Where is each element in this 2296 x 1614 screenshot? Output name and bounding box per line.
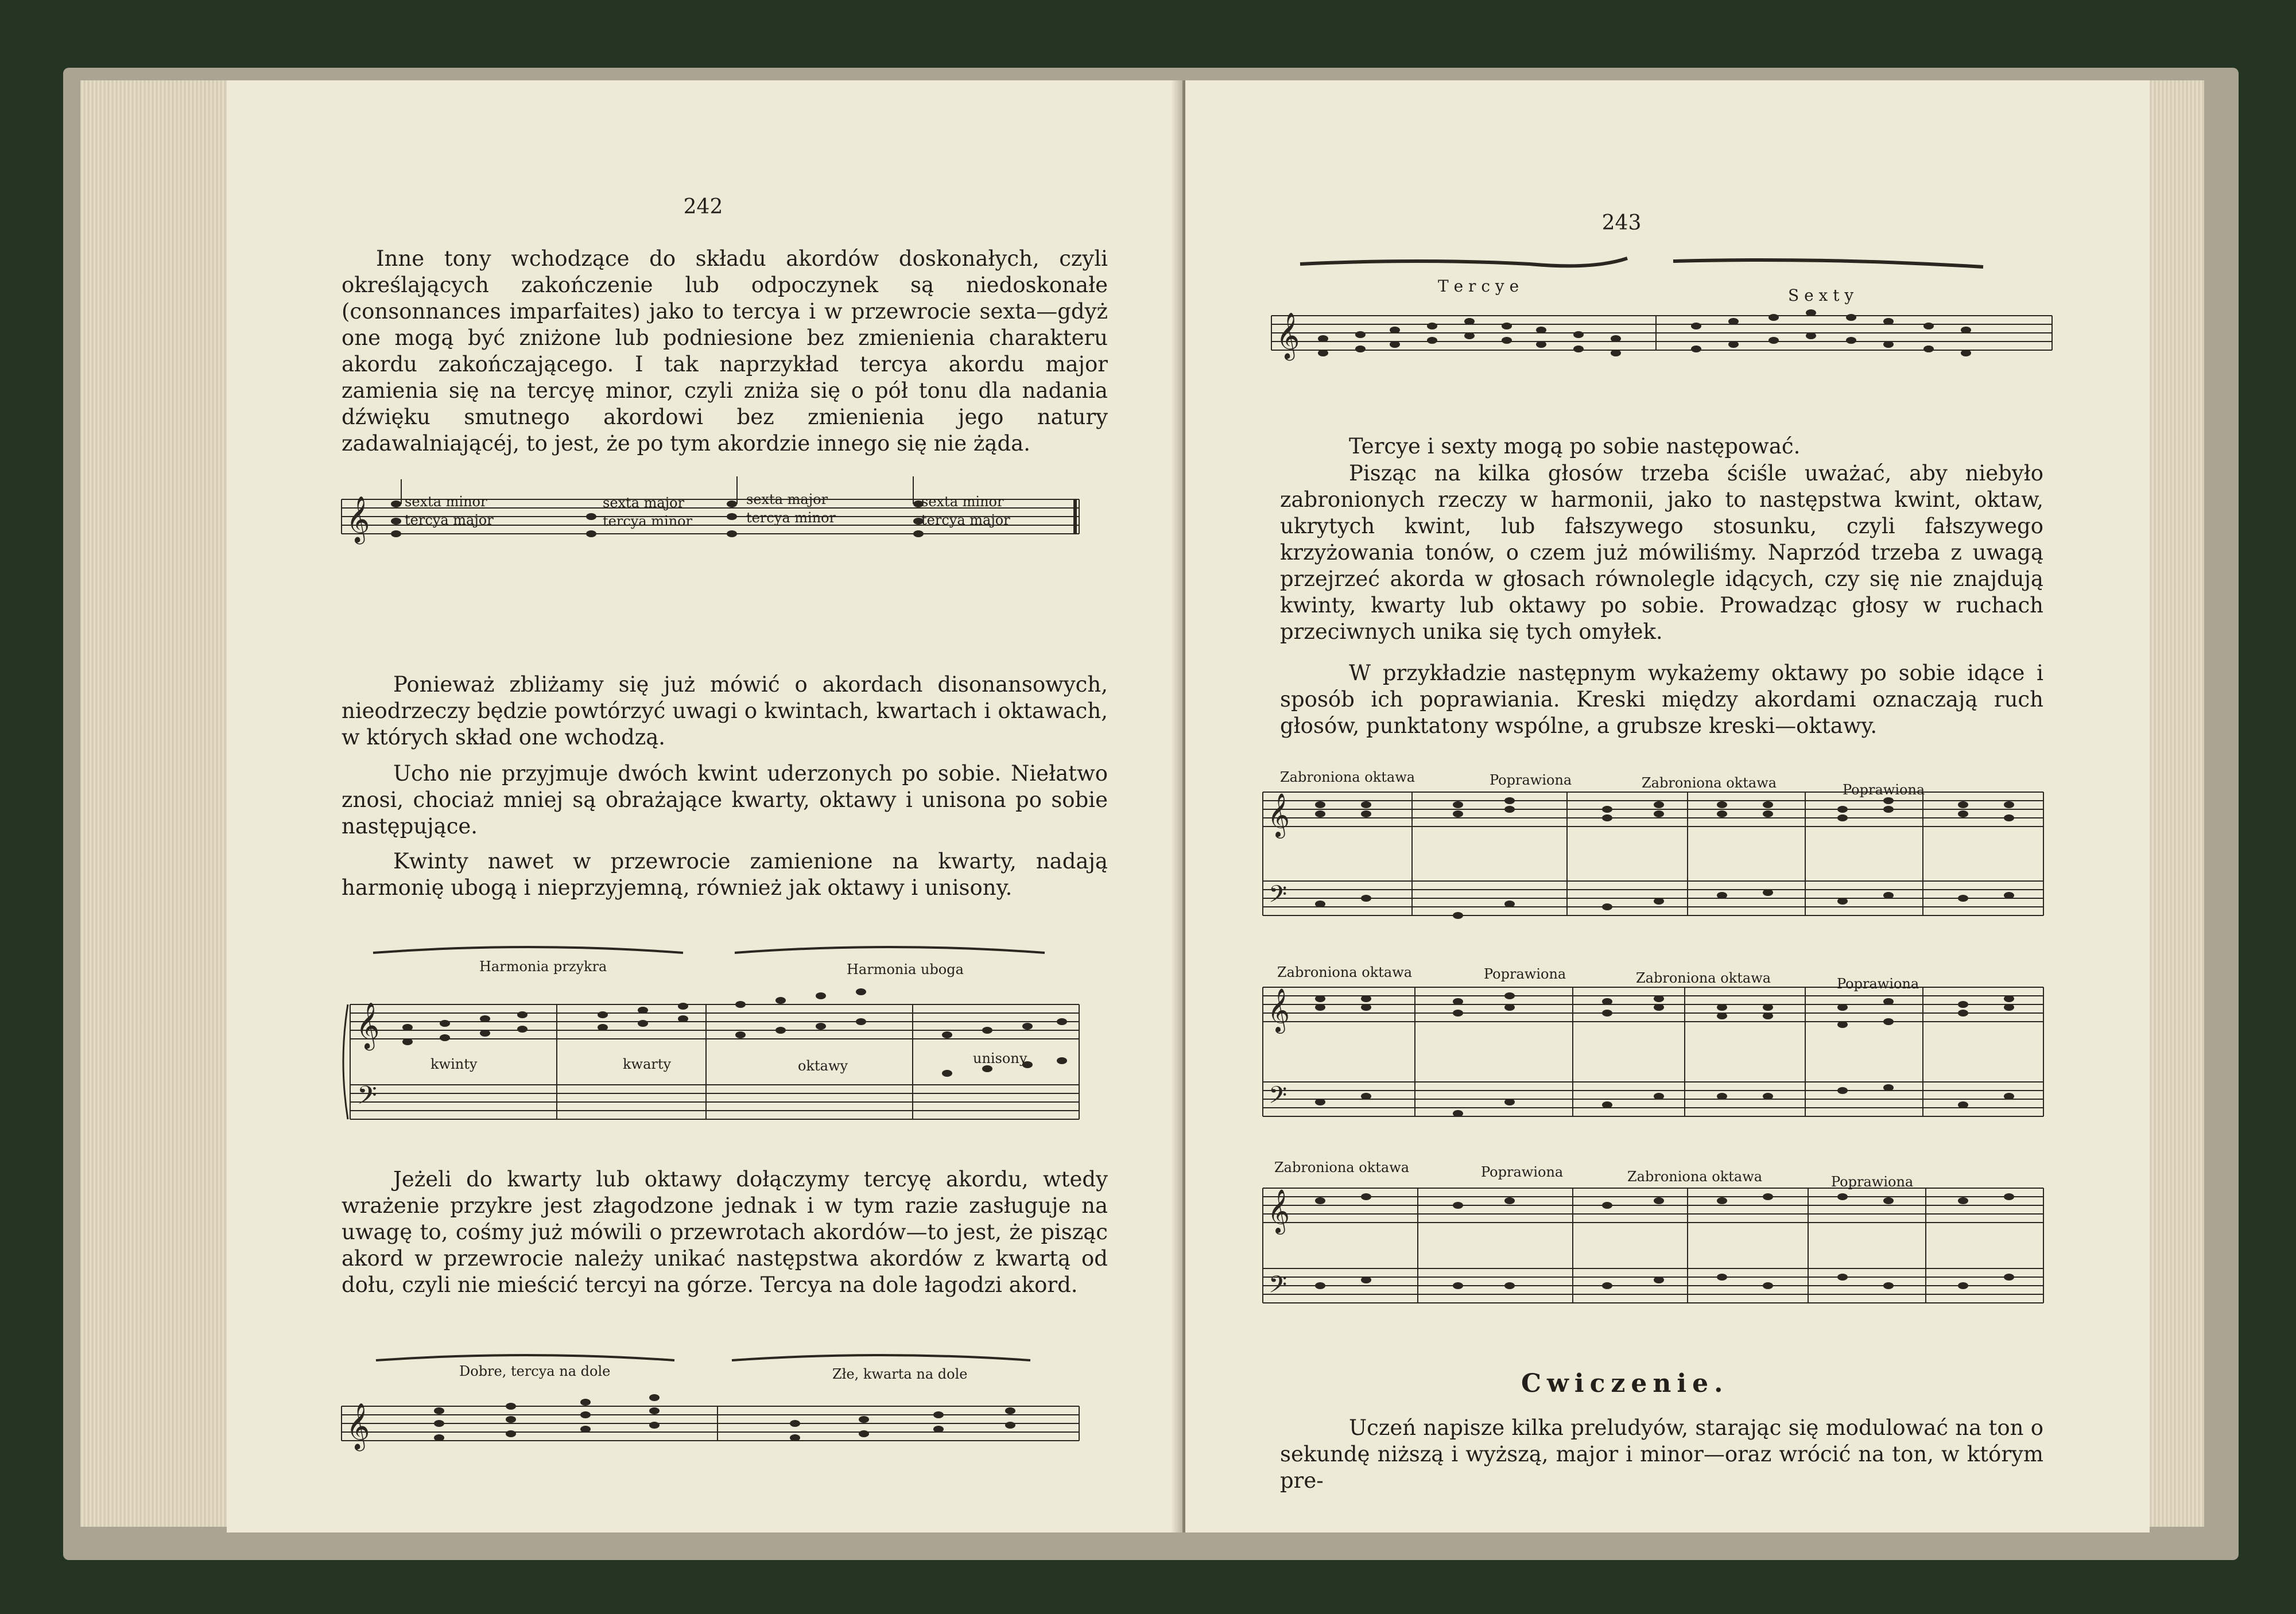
interval-label: tercya minor (746, 510, 836, 526)
system-label: Zabroniona oktawa (1274, 1159, 1410, 1175)
example-title: Złe, kwarta na dole (832, 1366, 968, 1382)
music-example-harmony (339, 941, 1082, 1136)
system-label: Zabroniona oktawa (1642, 775, 1777, 791)
example-title: T e r c y e (1438, 277, 1519, 296)
interval-label: sexta major (603, 495, 685, 511)
system-label: Poprawiona (1481, 1164, 1564, 1180)
example-title: Harmonia uboga (847, 961, 964, 977)
interval-label: tercya minor (603, 513, 693, 529)
system-label: Poprawiona (1837, 976, 1919, 992)
example-title: S e x t y (1788, 286, 1854, 305)
paragraph: Pisząc na kilka głosów trzeba ściśle uważać, aby niebyło zabronionych rzeczy w harmonii, jako to następstwa kwint, oktaw, ukrytych kwint, lub fałszywego stosunku, czyli fałszywego krzyżowania tonów, o czem już mówiliśmy. Naprzód trzeba z uwagą przejrzeć akorda w głosach równolegle idących, czy się nie znajdują kwinty, kwarty lub oktawy po sobie. Prowadząc głosy w ruchach przeciwnych unika się tych omyłek. (1280, 461, 2043, 644)
interval-label: sexta minor (405, 494, 487, 510)
page-number: 243 (1601, 211, 1642, 235)
system-label: Poprawiona (1831, 1174, 1914, 1190)
page-edges-right (2147, 80, 2204, 1527)
svg-text:𝄞: 𝄞 (356, 1002, 380, 1049)
music-example-oktawy (1263, 792, 2061, 1326)
system-label: Zabroniona oktawa (1636, 970, 1771, 986)
left-page (227, 80, 1182, 1532)
interval-label: sexta minor (921, 494, 1004, 510)
interval-label: tercya major (921, 512, 1010, 528)
system-label: Poprawiona (1490, 772, 1572, 788)
page-edges-left (80, 80, 235, 1527)
system-label: Zabroniona oktawa (1277, 964, 1413, 980)
interval-label: tercya major (405, 512, 494, 528)
svg-text:𝄞: 𝄞 (1267, 793, 1290, 837)
paragraph: W przykładzie następnym wykażemy oktawy po sobie idące i sposób ich poprawiania. Kreski między akordami oznaczają ruch głosów, punktatony wspólne, a grubsze kreski—oktawy. (1280, 661, 2043, 738)
paragraph: Jeżeli do kwarty lub oktawy dołączymy tercyę akordu, wtedy wrażenie przykre jest złagodzone jednak i w tym razie zasługuje na uwagę to, cośmy już mówili o przewrotach akordów—to jest, że pisząc akord w przewrocie należy unikać następstwa akordów z kwartą od dołu, czyli nie mieścić tercyi na górze. Tercya na dole łagodzi akord. (342, 1167, 1108, 1297)
system-label: Zabroniona oktawa (1280, 769, 1415, 785)
paragraph: Tercye i sexty mogą po sobie następować. (1349, 434, 1801, 459)
section-heading: Cwiczenie. (1521, 1369, 1729, 1398)
system-label: Poprawiona (1843, 782, 1925, 798)
example-label: unisony (973, 1050, 1027, 1066)
svg-text:𝄢: 𝄢 (1269, 1081, 1287, 1115)
svg-text:𝄢: 𝄢 (1269, 880, 1287, 914)
svg-text:𝄞: 𝄞 (1276, 312, 1300, 359)
svg-text:𝄢: 𝄢 (1269, 1271, 1287, 1304)
paragraph: Ucho nie przyjmuje dwóch kwint uderzonych po sobie. Niełatwo znosi, chociaż mniej są obrażające kwarty, oktawy i unisona po sobie następujące. (342, 761, 1108, 839)
paragraph: Ponieważ zbliżamy się już mówić o akordach disonansowych, nieodrzeczy będzie powtórzyć uwagi o kwintach, kwartach i oktawach, w których skład one wchodzą. (342, 672, 1108, 750)
system-label: Zabroniona oktawa (1627, 1169, 1763, 1185)
page-number: 242 (683, 195, 723, 219)
svg-text:𝄞: 𝄞 (346, 495, 370, 542)
example-title: Harmonia przykra (479, 959, 607, 975)
paragraph: Kwinty nawet w przewrocie zamienione na kwarty, nadają harmonię ubogą i nieprzyjemną, również jak oktawy i unisony. (342, 849, 1108, 900)
example-title: Dobre, tercya na dole (459, 1363, 611, 1379)
example-label: oktawy (798, 1058, 848, 1074)
paragraph: Uczeń napisze kilka preludyów, starając się modulować na ton o sekundę niższą i wyższą, major i minor—oraz wrócić na ton, w którym pre- (1280, 1415, 2043, 1493)
system-label: Poprawiona (1484, 966, 1566, 982)
svg-text:𝄢: 𝄢 (357, 1080, 377, 1116)
right-page (1185, 80, 2150, 1532)
music-example-tercye-sexty (1271, 253, 2052, 367)
svg-text:𝄞: 𝄞 (1267, 988, 1290, 1032)
music-example-tercya (342, 1343, 1082, 1449)
svg-text:𝄞: 𝄞 (1267, 1189, 1290, 1233)
example-label: kwinty (430, 1056, 478, 1072)
interval-label: sexta major (746, 491, 828, 507)
svg-text:𝄞: 𝄞 (346, 1402, 370, 1449)
example-label: kwarty (623, 1056, 672, 1072)
paragraph: Inne tony wchodzące do składu akordów doskonałych, czyli określających zakończenie lub odpoczynek są niedoskonałe (consonnances imparfaites) jako to tercya i w przewrocie sexta—gdyż one mogą być zniżone lub podniesione bez zmienienia charakteru akordu zakończającego. I tak naprzykład tercya akordu major zamienia się na tercyę minor, czyli zniża się o pół tonu dla nadania dźwięku smutnego akordowi bez zmienienia jego natury zadawalniającéj, to jest, że po tym akordzie innego się nie żąda. (342, 246, 1108, 456)
